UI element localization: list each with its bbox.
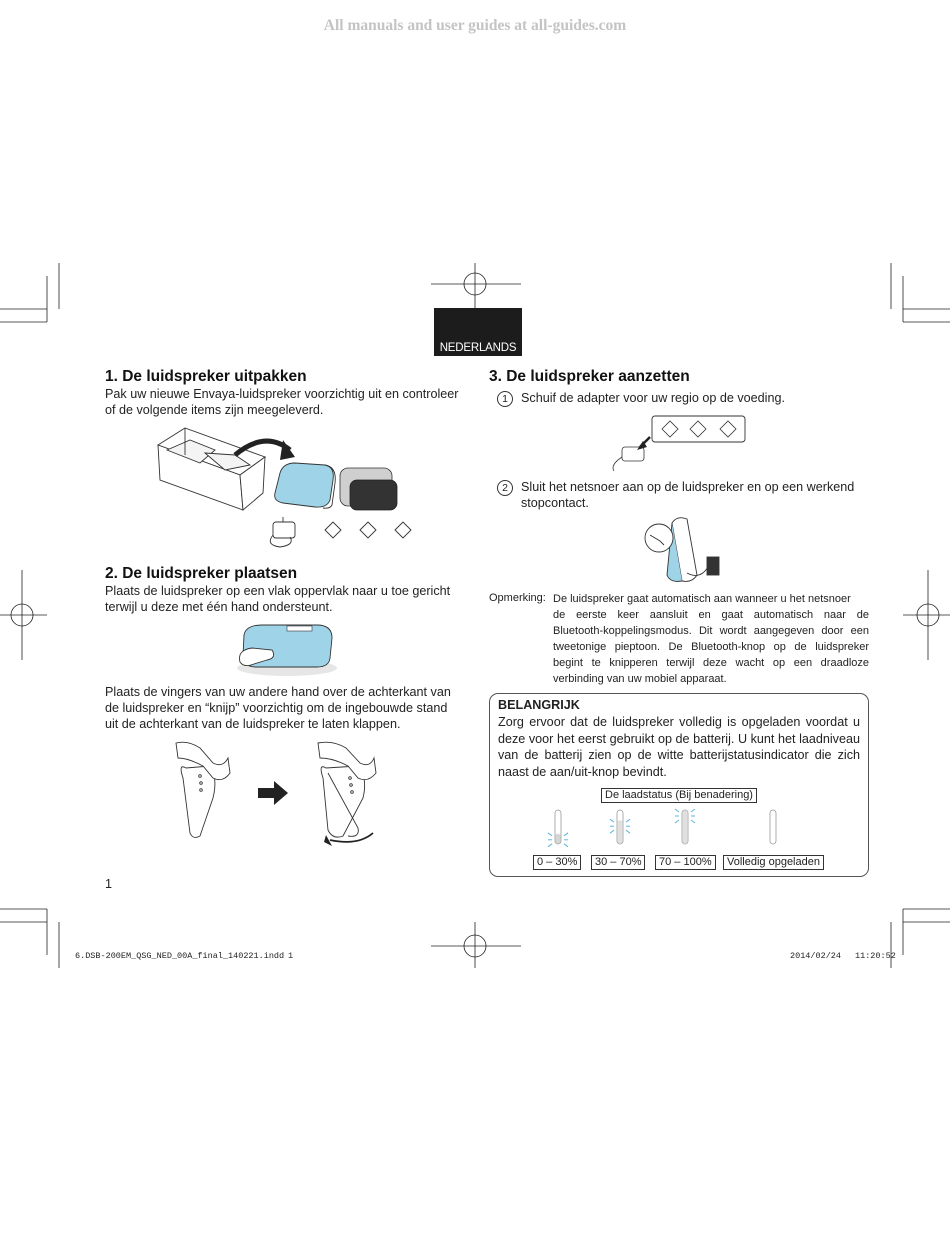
important-line1: Zorg ervoor dat de luidspreker volledig is opgeladen voordat u: [498, 715, 860, 729]
blink-ray-0-0: [548, 833, 552, 836]
language-tab: NEDERLANDS: [434, 308, 522, 356]
blink-ray-1-3: [626, 830, 630, 833]
footer-filename: 6.DSB-200EM_QSG_NED_00A_final_140221.indd: [75, 951, 285, 961]
note-line3: Bluetooth-koppelingsmodus. Dit wordt aangegeven door een: [553, 625, 869, 637]
note-line2: de eerste keer aansluit en gaat automatisch naar de: [553, 609, 869, 621]
note-line1: De luidspreker gaat automatisch aan wanneer u het netsnoer: [553, 593, 851, 605]
section2-body2-line2: de luidspreker en “knijp” voorzichtig om de ingebouwde stand: [105, 701, 448, 715]
note-line6: verbinding van uw mobiel apparaat.: [553, 673, 727, 685]
unboxing-illustration: [155, 425, 425, 555]
blink-ray-0-2: [548, 844, 552, 847]
section2-body1-line1: Plaats de luidspreker op een vlak oppervlak naar u toe gericht: [105, 584, 451, 598]
section1-title: 1. De luidspreker uitpakken: [105, 368, 307, 385]
note-line5: begint te knipperen terwijl deze wacht op een draadloze: [553, 657, 869, 669]
blink-ray-2-0: [675, 809, 679, 812]
blink-ray-0-1: [564, 833, 568, 836]
blink-ray-0-3: [564, 844, 568, 847]
blink-ray-2-2: [675, 820, 679, 823]
adapter-illustration: [610, 413, 750, 473]
level-label-2: 70 – 100%: [655, 855, 716, 870]
section2-title: 2. De luidspreker plaatsen: [105, 565, 298, 582]
battery-indicator-3: [770, 810, 776, 844]
blink-ray-1-2: [610, 830, 614, 833]
level-label-1: 30 – 70%: [591, 855, 645, 870]
battery-fill-2: [682, 810, 688, 844]
battery-fill-1: [617, 820, 623, 844]
level-label-3: Volledig opgeladen: [723, 855, 824, 870]
open-stand-illustration: [168, 738, 398, 850]
level-label-0: 0 – 30%: [533, 855, 581, 870]
note-label: Opmerking:: [489, 592, 546, 604]
section2-body1-line2: terwijl u deze met één hand ondersteunt.: [105, 600, 333, 614]
step2-line2: stopcontact.: [521, 496, 589, 510]
section2-body2-line1: Plaats de vingers van uw andere hand over de achterkant van: [105, 685, 451, 699]
step1-number: 1: [497, 391, 513, 407]
blink-ray-1-1: [626, 819, 630, 822]
section1-body-line2: of de volgende items zijn meegeleverd.: [105, 403, 324, 417]
blink-ray-2-1: [691, 809, 695, 812]
section2-body2-line3: uit de achterkant van de luidspreker te laten klappen.: [105, 717, 401, 731]
section3-title: 3. De luidspreker aanzetten: [489, 368, 690, 385]
step1-text: Schuif de adapter voor uw regio op de voeding.: [521, 391, 785, 405]
placing-speaker-illustration: [232, 620, 342, 680]
status-heading: De laadstatus (Bij benadering): [601, 788, 757, 803]
step2-number: 2: [497, 480, 513, 496]
note-line4: tweetonige pieptoon. De Bluetooth-knop op de luidspreker: [553, 641, 869, 653]
footer-time: 11:20:52: [855, 951, 896, 961]
important-line4: naast de aan/uit-knop bevindt.: [498, 764, 667, 779]
page-number: 1: [105, 877, 113, 891]
blink-ray-2-3: [691, 820, 695, 823]
watermark: All manuals and user guides at all-guides.com: [323, 17, 627, 34]
battery-fill-0: [555, 834, 561, 844]
important-line3: van de batterij zien op de witte batterijstatusindicator die zich: [498, 748, 860, 762]
battery-indicators: [540, 808, 860, 848]
step2-line1: Sluit het netsnoer aan op de luidspreker en op een werkend: [521, 480, 855, 494]
blink-ray-1-0: [610, 819, 614, 822]
footer-date: 2014/02/24: [790, 951, 842, 961]
important-title: BELANGRIJK: [498, 698, 580, 712]
footer-file-page: 1: [288, 951, 294, 961]
section1-body-line1: Pak uw nieuwe Envaya-luidspreker voorzichtig uit en controleer: [105, 387, 459, 401]
power-cord-illustration: [642, 515, 727, 585]
important-line2: deze voor het eerst gebruikt op de batterij. U kunt het laadniveau: [498, 731, 860, 746]
